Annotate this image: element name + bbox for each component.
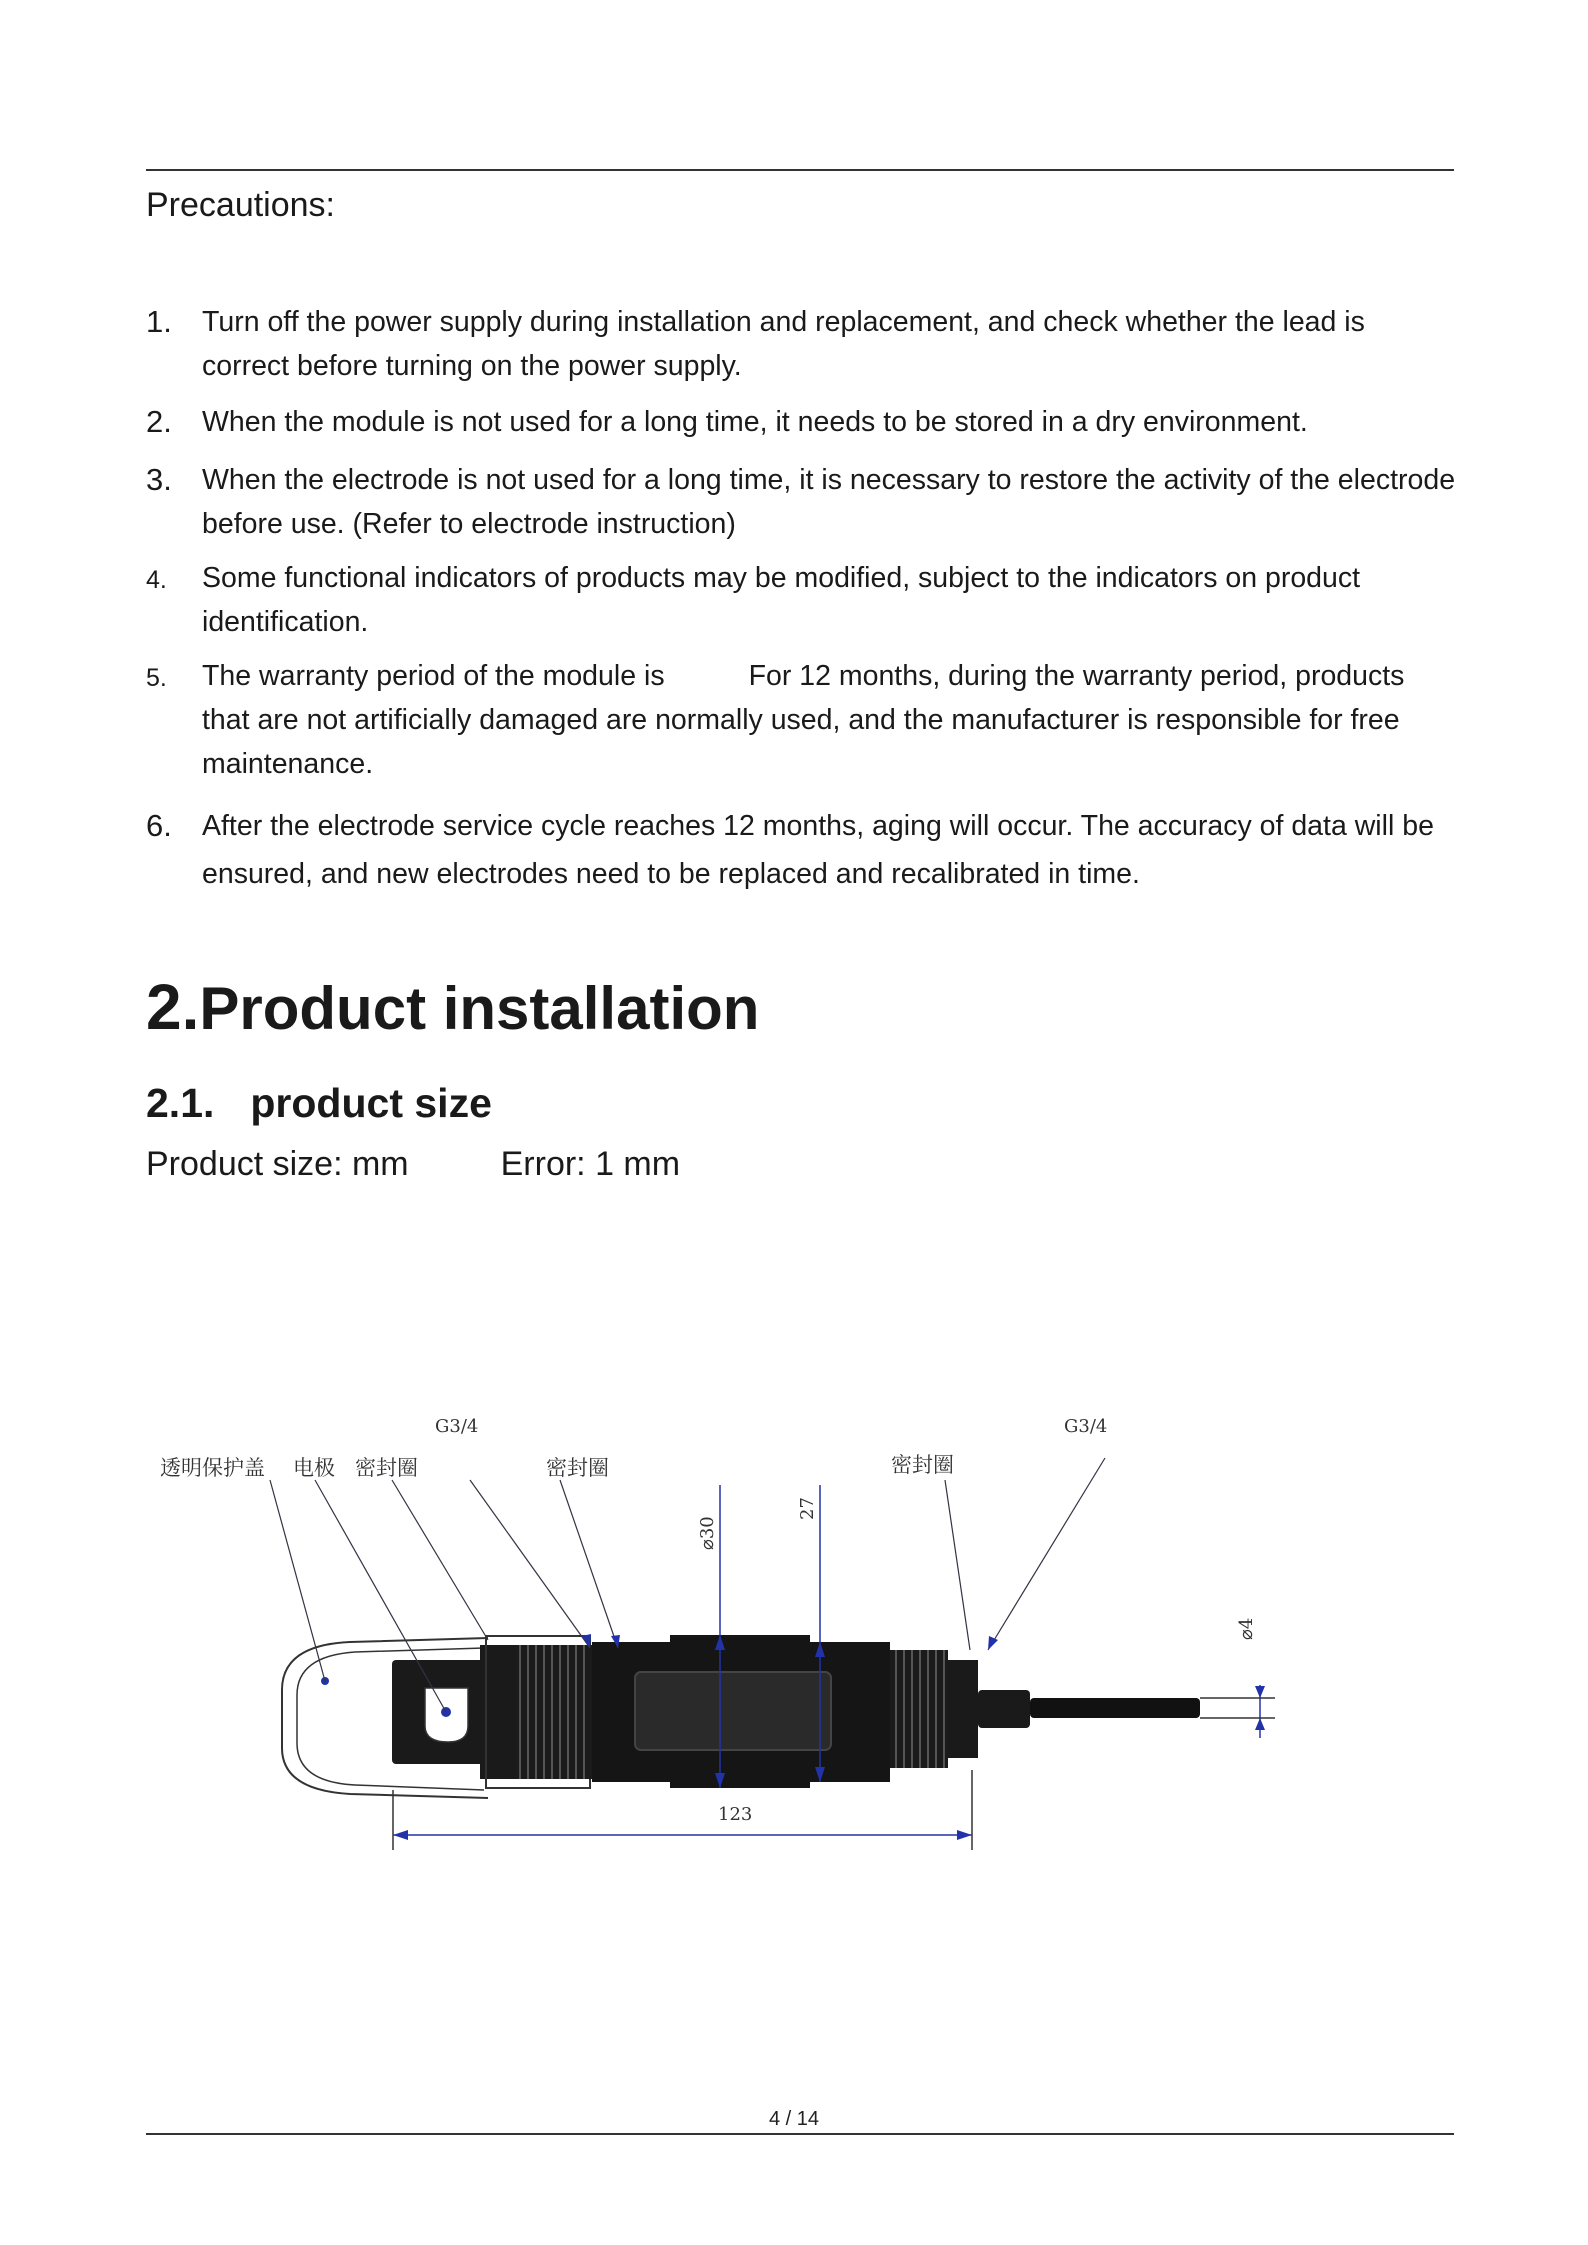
product-dimension-drawing: [150, 1350, 1350, 1825]
item-text: When the module is not used for a long time, it needs to be stored in a dry environment.: [202, 406, 1308, 438]
label-thread-left: G3/4: [435, 1416, 479, 1437]
label-27: 27: [797, 1497, 818, 1520]
label-seal-3: 密封圈: [891, 1453, 954, 1477]
label-123: 123: [718, 1804, 753, 1825]
item-text: Turn off the power supply during installation and replacement, and check whether the lead is correct before turning on the power supply.: [202, 306, 1365, 382]
item-text: After the electrode service cycle reaches 12 months, aging will occur. The accuracy of data will be ensured, and new electrodes need to be replaced and recalibrated in time.: [202, 810, 1434, 890]
section-number: 2.: [146, 971, 200, 1043]
list-item: [146, 458, 1456, 546]
product-size-text: Product size: mm: [146, 1145, 409, 1183]
size-line: [146, 1145, 680, 1184]
page-number: 4 / 14: [768, 2108, 820, 2130]
label-seal-1: 密封圈: [355, 1456, 418, 1480]
list-item: [146, 654, 1456, 786]
label-electrode: 电极: [293, 1456, 335, 1480]
dimension-dia4: [1200, 1685, 1275, 1738]
item-text-b: For 12 months, during the warranty period, products that are not artificially damaged are normally used, and the manufacturer is responsible for free maintenance.: [202, 660, 1405, 780]
list-item: [146, 300, 1456, 388]
label-dia30: ⌀30: [697, 1516, 718, 1550]
label-thread-right: G3/4: [1064, 1416, 1108, 1437]
item-number: 4.: [146, 566, 167, 594]
item-number: 6.: [146, 808, 172, 843]
subsection-number: 2.1.: [146, 1080, 215, 1126]
label-seal-2: 密封圈: [546, 1456, 609, 1480]
header-rule: [146, 169, 1454, 171]
label-cover: 透明保护盖: [160, 1456, 265, 1480]
thread-ridges-right: [896, 1650, 944, 1768]
subsection-heading: [146, 1080, 492, 1127]
footer-rule: [146, 2133, 1454, 2135]
cable-gland: [978, 1690, 1030, 1728]
item-number: 1.: [146, 304, 172, 339]
subsection-title: product size: [250, 1080, 492, 1126]
cable: [1030, 1698, 1200, 1718]
section-heading: [146, 970, 759, 1044]
item-number: 5.: [146, 664, 167, 692]
precautions-list: [146, 300, 1456, 912]
list-item: [146, 400, 1456, 444]
section-title: Product installation: [199, 975, 760, 1042]
label-dia4: ⌀4: [1236, 1617, 1257, 1640]
precautions-title: Precautions:: [146, 186, 335, 224]
item-number: 2.: [146, 404, 172, 439]
item-number: 3.: [146, 462, 172, 497]
error-text: Error: 1 mm: [500, 1145, 681, 1183]
list-item: [146, 556, 1456, 644]
list-item: [146, 802, 1456, 898]
item-text: When the electrode is not used for a long time, it is necessary to restore the activity of the electrode before use. (Refer to electrode instruction): [202, 464, 1456, 540]
body-window: [635, 1672, 831, 1750]
item-text: Some functional indicators of products may be modified, subject to the indicators on product identification.: [202, 562, 1361, 638]
item-text-a: The warranty period of the module is: [202, 660, 665, 692]
